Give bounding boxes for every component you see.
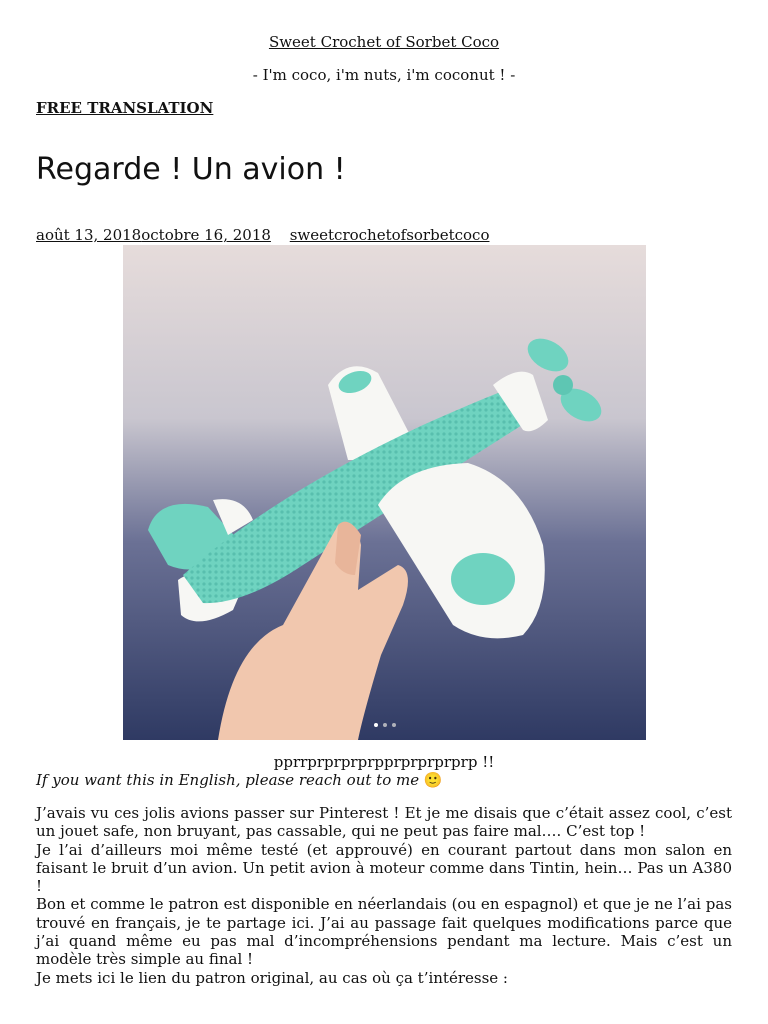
post-meta <box>36 226 489 244</box>
post-body <box>36 804 732 987</box>
post-title: Regarde ! Un avion ! <box>36 152 346 187</box>
smile-emoji-icon: 🙂 <box>423 771 443 789</box>
english-note-text: If you want this in English, please reach out to me <box>36 771 420 789</box>
free-translation-link[interactable]: FREE TRANSLATION <box>36 99 214 117</box>
image-caption: pprrprprprprpprprprprprp !! <box>273 753 495 771</box>
post-date-published-link[interactable]: août 13, 2018 <box>36 226 142 244</box>
body-paragraph: Je l’ai d’ailleurs moi même testé (et approuvé) en courant partout dans mon salon en faisant le bruit d’un avion. Un petit avion à moteur comme dans Tintin, hein… Pas un A380 ! <box>36 840 732 896</box>
post-featured-image <box>123 245 646 740</box>
body-paragraph: J’avais vu ces jolis avions passer sur Pinterest ! Et je me disais que c’était assez cool, c’est un jouet safe, non bruyant, pas cassable, qui ne peut pas faire mal…. C’est top ! <box>36 804 732 841</box>
site-tagline: - I'm coco, i'm nuts, i'm coconut ! - <box>252 66 516 84</box>
body-paragraph: Bon et comme le patron est disponible en néerlandais (ou en espagnol) et que je ne l’ai pas trouvé en français, je te partage ici. J’ai au passage fait quelques modifications parce que j’ai quand même eu pas mal d’incompréhensions pendant ma lecture. Mais c’est un modèle très simple au final ! <box>36 895 732 969</box>
body-paragraph: Je mets ici le lien du patron original, au cas où ça t’intéresse : <box>36 968 508 987</box>
post-date-updated-link[interactable]: octobre 16, 2018 <box>141 226 271 244</box>
english-note <box>36 771 443 789</box>
post-author-link[interactable]: sweetcrochetofsorbetcoco <box>289 226 490 244</box>
site-title-link[interactable]: Sweet Crochet of Sorbet Coco <box>268 33 500 51</box>
